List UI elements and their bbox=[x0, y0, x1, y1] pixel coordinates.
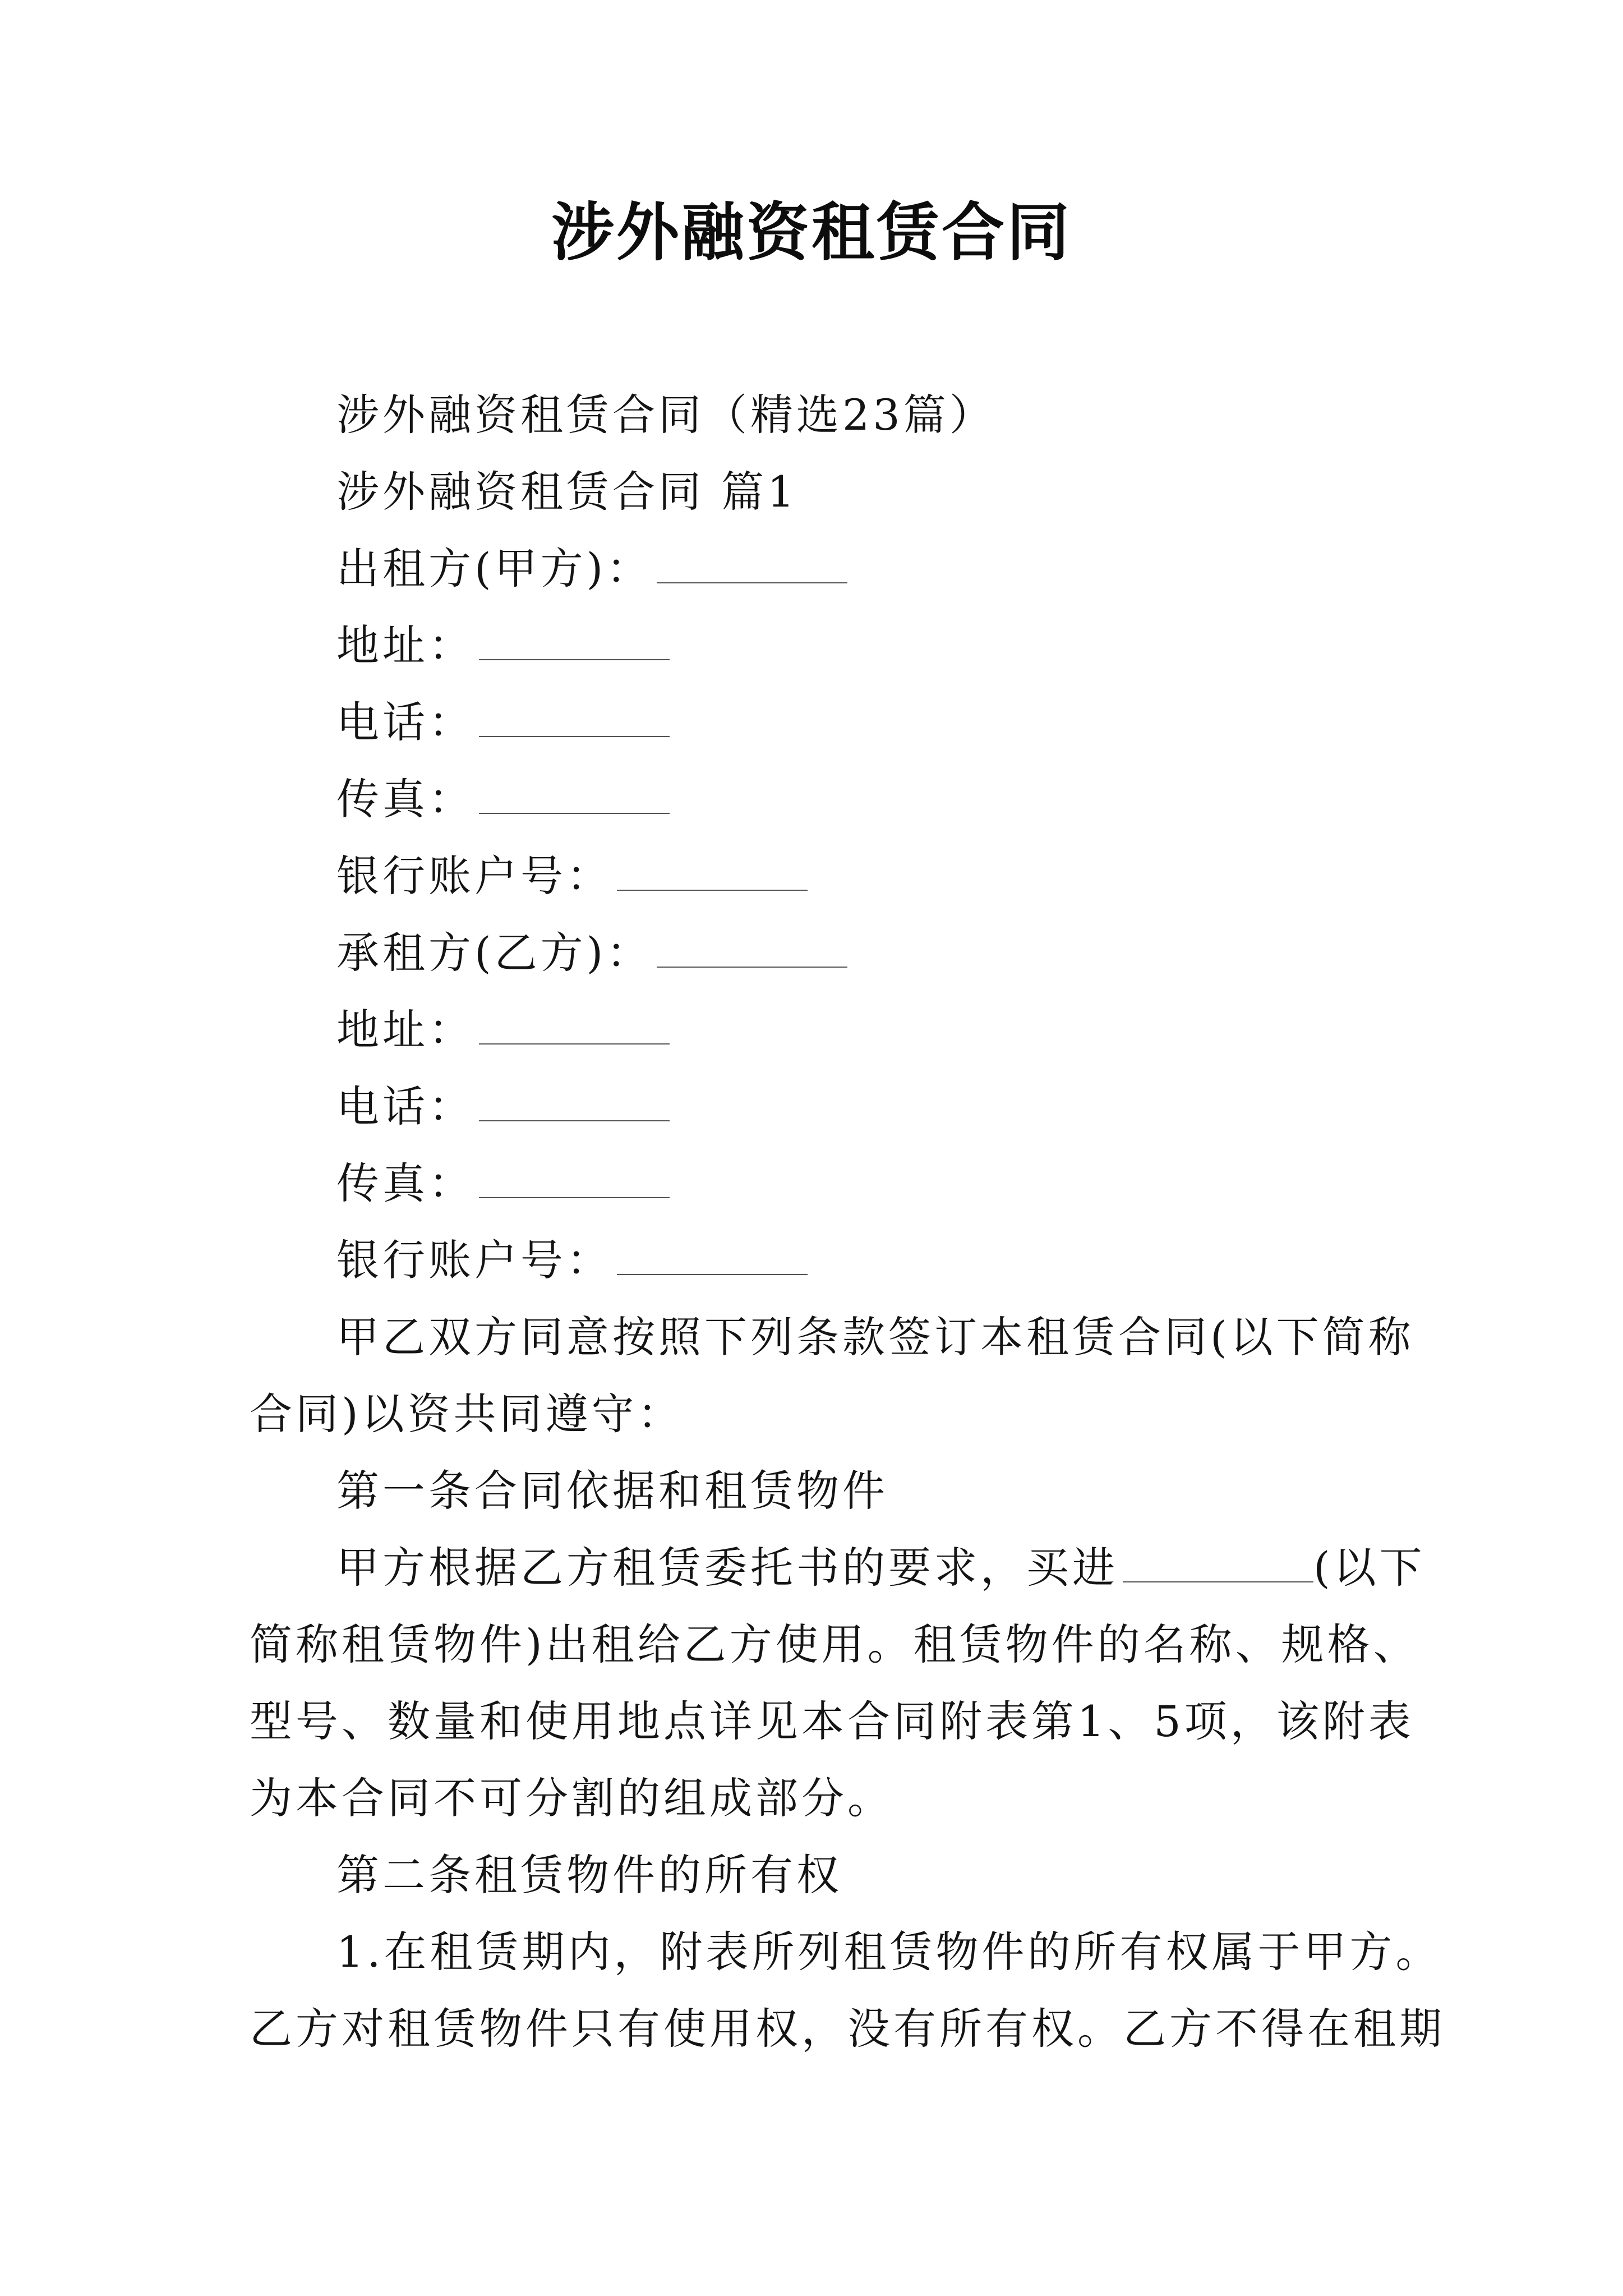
form-field-line: 银行账户号： bbox=[336, 1232, 808, 1289]
fill-blank bbox=[657, 549, 847, 583]
fill-blank bbox=[617, 1240, 808, 1275]
paragraph-line: 合同)以资共同遵守： bbox=[250, 1389, 684, 1439]
fill-blank bbox=[617, 856, 808, 891]
fill-blank bbox=[479, 1087, 670, 1121]
fill-blank bbox=[479, 625, 670, 660]
form-field-line: 电话： bbox=[336, 1079, 670, 1135]
fill-blank bbox=[479, 702, 670, 737]
fill-blank bbox=[479, 1010, 670, 1045]
fill-blank bbox=[479, 1163, 670, 1198]
form-field-line: 出租方(甲方)： bbox=[336, 541, 847, 597]
section-heading: 第一条合同依据和租赁物件 bbox=[336, 1466, 888, 1516]
paragraph-line: 乙方对租赁物件只有使用权，没有所有权。乙方不得在租期 bbox=[250, 2004, 1445, 2054]
paragraph-line: 型号、数量和使用地点详见本合同附表第1、5项，该附表 bbox=[250, 1696, 1414, 1746]
section-heading: 第二条租赁物件的所有权 bbox=[336, 1850, 842, 1900]
form-field-line: 电话： bbox=[336, 694, 670, 751]
form-field-line: 承租方(乙方)： bbox=[336, 925, 847, 981]
form-field-line: 传真： bbox=[336, 1156, 670, 1212]
form-field-line: 传真： bbox=[336, 771, 670, 827]
fill-blank bbox=[479, 779, 670, 814]
fill-blank bbox=[657, 933, 847, 968]
form-field-line: 地址： bbox=[336, 618, 670, 674]
paragraph-line: 甲方根据乙方租赁委托书的要求，买进 (以下 bbox=[336, 1543, 1426, 1593]
form-field-line: 地址： bbox=[336, 1002, 670, 1058]
paragraph-line: 涉外融资租赁合同 篇1 bbox=[336, 467, 798, 517]
form-field-line: 银行账户号： bbox=[336, 848, 808, 904]
paragraph-line: 甲乙双方同意按照下列条款签订本租赁合同(以下简称 bbox=[336, 1312, 1414, 1362]
paragraph-line: 涉外融资租赁合同（精选23篇） bbox=[336, 390, 995, 440]
paragraph-line: 简称租赁物件)出租给乙方使用。租赁物件的名称、规格、 bbox=[250, 1619, 1419, 1669]
paragraph-line: 1.在租赁期内，附表所列租赁物件的所有权属于甲方。 bbox=[336, 1927, 1442, 1977]
paragraph-line: 为本合同不可分割的组成部分。 bbox=[250, 1773, 893, 1823]
fill-blank bbox=[1123, 1548, 1313, 1582]
document-title: 涉外融资租赁合同 bbox=[551, 196, 1072, 269]
